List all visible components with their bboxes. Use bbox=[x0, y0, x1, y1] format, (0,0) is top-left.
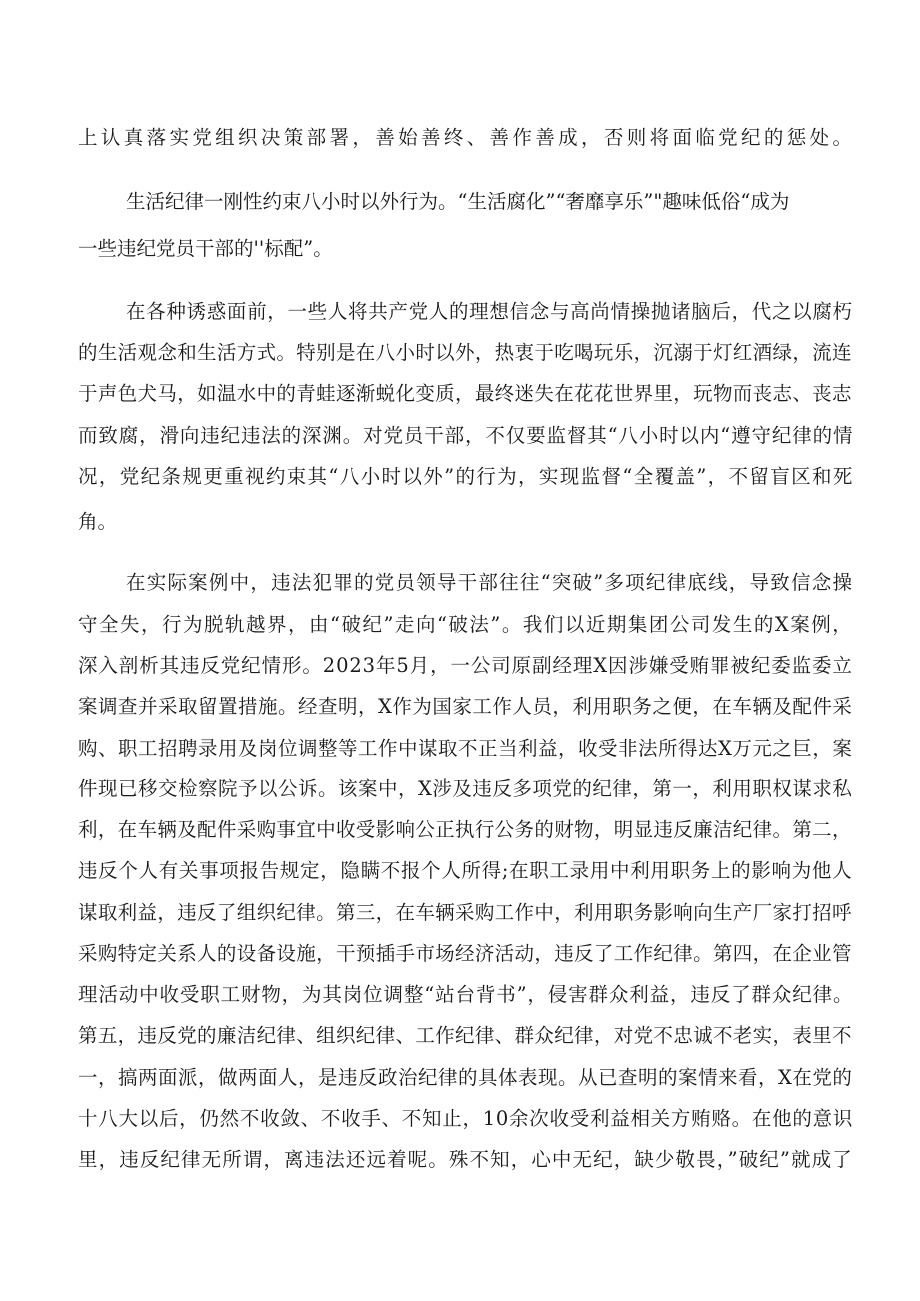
text-line: 谋取利益，违反了组织纪律。第三，在车辆采购工作中，利用职务影响向生产厂家打招呼 bbox=[78, 901, 852, 924]
text-line: 的生活观念和生活方式。特别是在八小时以外，热衷于吃喝玩乐，沉溺于灯红酒绿，流连 bbox=[78, 341, 852, 364]
text-line: 守全失，行为脱轨越界，由“破纪”走向“破法”。我们以近期集团公司发生的X案例， bbox=[78, 613, 854, 636]
text-line: 角。 bbox=[78, 510, 118, 533]
text-line: 十八大以后，仍然不收敛、不收手、不知止，10余次收受利益相关方贿赂。在他的意识 bbox=[78, 1107, 854, 1130]
text-line: 一些违纪党员干部的''标配”。 bbox=[78, 237, 333, 260]
text-line: 上认真落实党组织决策部署，善始善终、善作善成，否则将面临党纪的惩处。 bbox=[78, 126, 856, 149]
text-line: 深入剖析其违反党纪情形。2023年5月，一公司原副经理X因涉嫌受贿罪被纪委监委立 bbox=[78, 654, 853, 677]
text-line: 利，在车辆及配件采购事宜中收受影响公正执行公务的财物，明显违反廉洁纪律。第二， bbox=[78, 818, 852, 841]
text-line: 况，党纪条规更重视约束其“八小时以外”的行为，实现监督“全覆盖”，不留盲区和死 bbox=[78, 465, 854, 488]
text-line: 在实际案例中，违法犯罪的党员领导干部往往“突破”多项纪律底线，导致信念操 bbox=[126, 571, 854, 594]
text-line: 违反个人有关事项报告规定，隐瞒不报个人所得;在职工录用中利用职务上的影响为他人 bbox=[78, 859, 853, 882]
text-line: 一，搞两面派，做两面人，是违反政治纪律的具体表现。从已查明的案情来看，X在党的 bbox=[78, 1066, 853, 1089]
text-line: 件现已移交检察院予以公诉。该案中，X涉及违反多项党的纪律，第一，利用职权谋求私 bbox=[78, 777, 853, 800]
text-line: 于声色犬马，如温水中的青蛙逐渐蜕化变质，最终迷失在花花世界里，玩物而丧志、丧志 bbox=[78, 382, 852, 405]
text-line: 案调查并采取留置措施。经查明，X作为国家工作人员，利用职务之便，在车辆及配件采 bbox=[78, 695, 853, 718]
text-line: 购、职工招聘录用及岗位调整等工作中谋取不正当利益，收受非法所得达X万元之巨，案 bbox=[78, 737, 853, 760]
text-line: 采购特定关系人的设备设施，干预插手市场经济活动，违反了工作纪律。第四，在企业管 bbox=[78, 942, 852, 965]
text-line: 里，违反纪律无所谓，离违法还远着呢。殊不知，心中无纪，缺少敬畏，”破纪”就成了 bbox=[78, 1148, 853, 1171]
text-line: 在各种诱惑面前，一些人将共产党人的理想信念与高尚情操抛诸脑后，代之以腐朽 bbox=[126, 300, 853, 323]
text-line: 而致腐，滑向违纪违法的深渊。对党员干部，不仅要监督其“八小时以内“遵守纪律的情 bbox=[78, 424, 854, 447]
text-line: 第五，违反党的廉洁纪律、组织纪律、工作纪律、群众纪律，对党不忠诚不老实，表里不 bbox=[78, 1024, 852, 1047]
text-line: 生活纪律一刚性约束八小时以外行为。“生活腐化”“奢靡享乐”"趣味低俗“成为 bbox=[126, 190, 790, 213]
text-line: 理活动中收受职工财物，为其岗位调整“站台背书”，侵害群众利益，违反了群众纪律。 bbox=[78, 983, 854, 1006]
